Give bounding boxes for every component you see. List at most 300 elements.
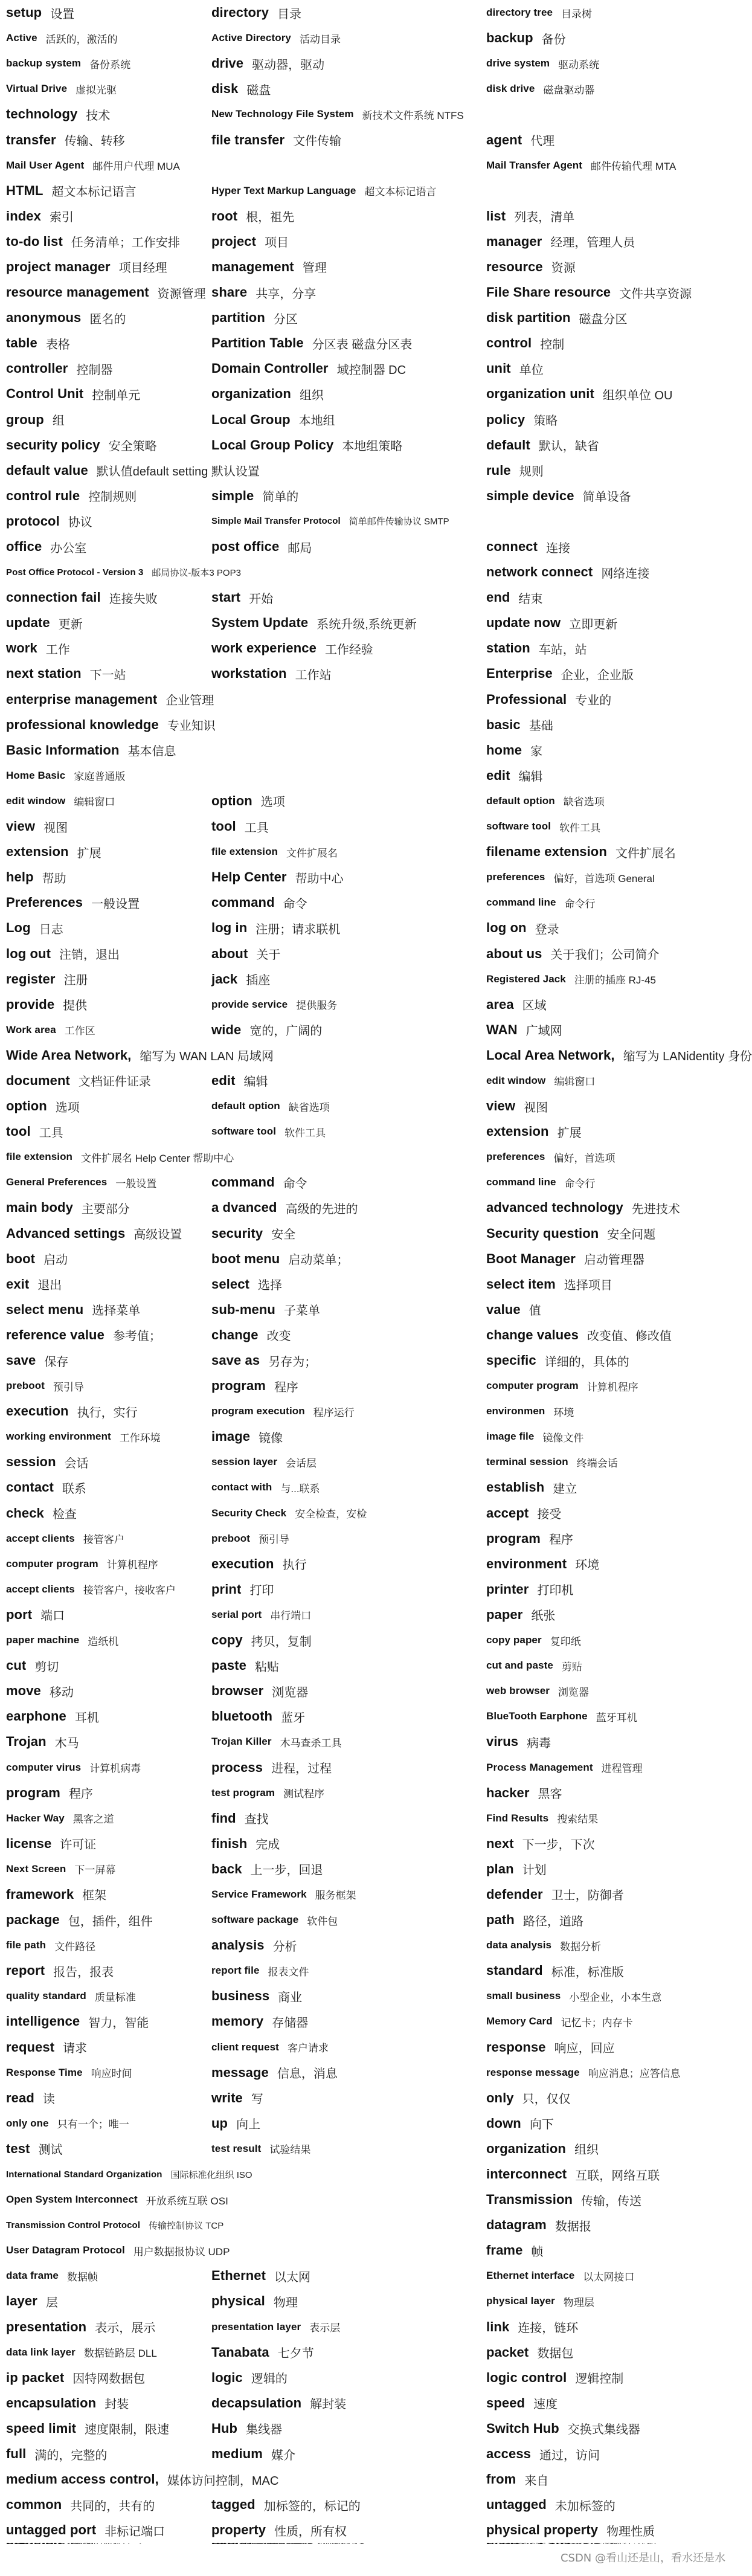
vocab-term: root — [211, 208, 238, 224]
vocab-translation: 连接失败 — [109, 592, 158, 606]
vocab-term: quality standard — [6, 1990, 86, 2002]
vocab-entry — [486, 763, 728, 788]
vocab-entry — [486, 1297, 728, 1322]
vocab-term: contact with — [211, 1481, 272, 1493]
vocab-entry — [211, 305, 486, 330]
vocab-entry — [486, 636, 728, 661]
vocab-entry — [211, 1653, 486, 1678]
vocab-term: logic control — [486, 2369, 567, 2385]
vocab-translation: 预引导 — [258, 1534, 289, 1546]
vocab-term: plan — [486, 1861, 514, 1876]
vocab-entry — [6, 76, 211, 101]
vocab-entry — [486, 1093, 728, 1119]
vocab-entry — [211, 1424, 486, 1449]
vocab-term: cut — [6, 1658, 27, 1673]
vocab-term: Transmission Control Protocol — [6, 2220, 141, 2230]
vocab-translation: 共同的，共有的 — [70, 2499, 155, 2513]
vocab-entry — [6, 2391, 211, 2416]
vocab-translation: 小型企业，小本生意 — [569, 1991, 662, 2003]
vocab-term: program — [6, 1785, 60, 1800]
vocab-term: advanced technology — [486, 1200, 623, 1216]
vocab-entry — [6, 738, 211, 763]
vocab-entry — [6, 992, 211, 1017]
vocab-term: edit — [211, 1072, 236, 1088]
vocab-entry — [486, 280, 728, 305]
vocab-term: medium — [211, 2446, 263, 2462]
vocab-entry — [6, 2416, 211, 2441]
vocab-translation: 邮件用户代理 MUA — [92, 161, 180, 173]
vocab-entry — [486, 1246, 728, 1272]
vocab-translation: 接受 — [537, 1508, 562, 1522]
vocab-translation: 框架 — [82, 1889, 107, 1903]
vocab-term: management — [211, 259, 294, 274]
vocab-entry — [6, 1653, 211, 1678]
vocab-translation: 新技术文件系统 NTFS — [362, 109, 464, 121]
vocab-entry — [486, 101, 728, 127]
vocab-translation: 立即更新 — [569, 617, 618, 631]
vocab-translation: 选择项目 — [564, 1279, 612, 1293]
vocab-term: common — [6, 2497, 62, 2513]
vocab-term: manager — [486, 233, 542, 249]
vocab-translation: 简单设备 — [582, 491, 631, 504]
vocab-term: next station — [6, 666, 82, 681]
vocab-entry — [486, 1602, 728, 1628]
vocab-term: Virtual Drive — [6, 83, 68, 95]
vocab-entry — [211, 1093, 486, 1119]
vocab-translation: 粘贴 — [254, 1660, 279, 1674]
vocab-entry — [211, 2212, 486, 2238]
vocab-translation: 文档证件证录 — [78, 1075, 151, 1089]
vocab-translation: 规则 — [519, 465, 544, 479]
vocab-translation: 满的，完整的 — [34, 2449, 108, 2462]
vocab-entry — [211, 2340, 486, 2365]
vocab-entry — [6, 1678, 211, 1704]
vocab-term: workstation — [211, 666, 287, 681]
vocab-translation: 备份系统 — [89, 59, 131, 71]
vocab-entry — [486, 381, 728, 407]
vocab-term: default option — [211, 1100, 280, 1112]
vocab-term: anonymous — [6, 310, 82, 326]
vocab-term: Help Center — [211, 869, 287, 885]
vocab-translation: 计划 — [522, 1864, 547, 1878]
vocab-translation: 媒体访问控制，MAC — [167, 2474, 279, 2488]
vocab-entry — [486, 1856, 728, 1882]
vocab-entry — [6, 865, 211, 890]
vocab-term: Service Framework — [211, 1888, 307, 1900]
vocab-entry — [6, 2060, 211, 2085]
vocab-translation: 计算机病毒 — [89, 1763, 141, 1775]
vocab-translation: 管理 — [302, 262, 327, 275]
vocab-term: drive — [211, 56, 244, 71]
vocab-term: terminal session — [486, 1456, 568, 1468]
vocab-translation: 退出 — [37, 1279, 62, 1293]
vocab-translation: 日志 — [39, 923, 63, 936]
vocab-term: Wide Area Network, — [6, 1047, 132, 1063]
vocab-entry — [6, 1373, 211, 1399]
vocab-entry — [211, 534, 486, 559]
vocab-entry — [211, 127, 486, 152]
vocab-translation: 写 — [251, 2093, 263, 2107]
vocab-entry — [486, 941, 728, 966]
vocab-term: Advanced settings — [6, 1225, 126, 1241]
vocab-term: work — [6, 640, 37, 656]
vocab-entry — [6, 330, 211, 356]
vocab-entry — [486, 559, 728, 585]
vocab-term: Security question — [486, 1225, 599, 1241]
vocab-translation: 项目 — [265, 236, 289, 250]
vocab-translation: 程序 — [274, 1380, 298, 1394]
vocab-translation: 组 — [52, 414, 65, 428]
vocab-entry — [211, 1628, 486, 1653]
vocab-translation: 组织 — [299, 388, 324, 402]
vocab-translation: 选择菜单 — [92, 1304, 141, 1318]
vocab-entry — [211, 1043, 486, 1068]
vocab-term: resource management — [6, 285, 149, 300]
vocab-entry — [211, 433, 486, 458]
vocab-translation: 联系 — [62, 1482, 86, 1496]
vocab-term: physical — [211, 2293, 265, 2309]
vocab-term: print — [211, 1581, 242, 1597]
csdn-watermark: CSDN @看山还是山，看水还是水 — [560, 2552, 725, 2565]
vocab-entry — [6, 127, 211, 152]
vocab-term: register — [6, 971, 56, 987]
vocab-entry — [6, 2517, 211, 2543]
vocab-term: finish — [211, 1835, 248, 1851]
vocab-entry — [6, 2340, 211, 2365]
vocab-translation: 黑客之道 — [72, 1814, 114, 1826]
vocab-entry — [6, 967, 211, 992]
vocab-term: to-do list — [6, 233, 63, 249]
vocab-term: Mail Transfer Agent — [486, 159, 583, 171]
vocab-translation: 企业，企业版 — [561, 668, 634, 682]
vocab-translation: 信息，消息 — [277, 2067, 338, 2081]
vocab-translation: 卫士，防御者 — [551, 1889, 624, 1903]
vocab-term: option — [211, 793, 252, 808]
vocab-translation: 试验结果 — [269, 2144, 311, 2156]
vocab-entry — [486, 1475, 728, 1500]
vocab-entry — [6, 1628, 211, 1653]
vocab-term: Preferences — [6, 895, 83, 910]
vocab-term: bluetooth — [211, 1708, 273, 1724]
vocab-translation: 安全检查，安检 — [295, 1509, 367, 1521]
vocab-entry — [211, 2517, 486, 2543]
vocab-translation: 打印机 — [537, 1584, 574, 1598]
vocab-term: provide — [6, 996, 55, 1012]
vocab-translation: 关于 — [256, 948, 281, 962]
vocab-entry — [6, 1704, 211, 1729]
vocab-translation: 环境 — [553, 1406, 574, 1418]
vocab-term: area — [486, 996, 514, 1012]
vocab-term: Tanabata — [211, 2344, 269, 2360]
vocab-translation: 程序 — [68, 1788, 93, 1802]
vocab-entry — [6, 229, 211, 254]
vocab-translation: 计算机程序 — [586, 1381, 638, 1393]
vocab-term: Local Group Policy — [211, 437, 334, 452]
vocab-term: share — [211, 285, 248, 300]
vocab-entry — [486, 2467, 728, 2492]
vocab-term: Transmission — [486, 2192, 573, 2207]
vocab-term: accept clients — [6, 1583, 75, 1595]
vocab-term: reference value — [6, 1327, 104, 1342]
vocab-entry — [486, 1958, 728, 1983]
vocab-term: save — [6, 1353, 36, 1368]
vocab-translation: 蓝牙 — [281, 1711, 306, 1725]
vocab-translation: 七夕节 — [277, 2347, 314, 2361]
vocab-term: disk partition — [486, 310, 571, 326]
vocab-term: a dvanced — [211, 1200, 277, 1216]
vocab-translation: 帮助 — [42, 872, 66, 886]
vocab-term: resource — [486, 259, 543, 274]
vocab-term: update now — [486, 615, 561, 631]
vocab-term: File Share resource — [486, 285, 611, 300]
vocab-entry — [211, 1526, 486, 1551]
vocab-entry — [6, 2365, 211, 2391]
vocab-entry — [486, 2085, 728, 2111]
vocab-term: accept — [486, 1505, 529, 1521]
vocab-entry — [486, 967, 728, 992]
vocab-translation: 控制器 — [76, 363, 113, 377]
vocab-translation: 表示层 — [309, 2322, 341, 2334]
vocab-term: default value — [6, 462, 88, 478]
vocab-translation: 工作经验 — [324, 643, 373, 657]
vocab-term: default — [486, 437, 530, 452]
vocab-term: package — [6, 1912, 60, 1928]
vocab-term: specific — [486, 1353, 536, 1368]
vocab-term: paper — [486, 1606, 523, 1622]
vocab-translation: 浏览器 — [272, 1686, 309, 1699]
vocab-entry — [486, 356, 728, 381]
vocab-term: defender — [486, 1886, 543, 1902]
vocab-term: presentation layer — [211, 2320, 301, 2333]
vocab-term: enterprise management — [6, 691, 158, 707]
vocab-entry — [211, 2009, 486, 2034]
vocab-entry — [6, 381, 211, 407]
vocab-term: accept clients — [6, 1532, 75, 1544]
vocab-term: save as — [211, 1353, 260, 1368]
vocab-translation: 选项 — [260, 796, 285, 810]
vocab-term: update — [6, 615, 50, 631]
vocab-translation: 非标记端口 — [104, 2525, 166, 2539]
vocab-entry — [211, 1501, 486, 1526]
vocab-term: establish — [486, 1480, 545, 1495]
vocab-translation: 控制规则 — [88, 491, 137, 504]
vocab-entry — [6, 305, 211, 330]
vocab-entry — [486, 1882, 728, 1907]
vocab-translation: 造纸机 — [88, 1635, 119, 1647]
vocab-term: wide — [211, 1022, 242, 1037]
vocab-translation: 一般设置 — [115, 1177, 157, 1190]
vocab-term: organization — [211, 386, 291, 402]
vocab-entry — [486, 712, 728, 738]
vocab-term: write — [211, 2090, 243, 2105]
vocab-entry — [486, 1501, 728, 1526]
vocab-entry — [6, 1322, 211, 1348]
vocab-translation: 下一步，下次 — [522, 1838, 595, 1852]
vocab-term: from — [486, 2471, 516, 2487]
vocab-entry — [6, 1958, 211, 1983]
vocab-term: network connect — [486, 564, 593, 580]
vocab-entry — [6, 1475, 211, 1500]
vocabulary-list — [6, 0, 752, 2543]
vocab-translation: 木马查杀工具 — [280, 1737, 342, 1749]
vocab-entry — [6, 1449, 211, 1475]
vocab-term: file transfer — [211, 132, 285, 147]
vocab-term: backup system — [6, 57, 82, 69]
vocab-term: back — [211, 1861, 242, 1876]
vocab-entry — [486, 1907, 728, 1933]
vocab-term: index — [6, 208, 41, 224]
vocab-term: Home Basic — [6, 769, 66, 781]
vocab-term: layer — [6, 2293, 37, 2309]
vocab-entry — [211, 356, 486, 381]
vocab-translation: 终端会话 — [576, 1457, 618, 1469]
vocab-entry — [211, 2467, 486, 2492]
vocab-translation: 技术 — [86, 109, 111, 123]
vocab-entry — [486, 204, 728, 229]
vocab-translation: 以太网接口 — [583, 2271, 635, 2283]
vocab-term: view — [486, 1098, 516, 1114]
vocab-term: Post Office Protocol - Version 3 — [6, 567, 144, 578]
vocab-entry — [6, 509, 211, 534]
vocab-term: document — [6, 1072, 70, 1088]
vocab-translation: 提供服务 — [296, 1000, 338, 1012]
vocab-entry — [211, 1449, 486, 1475]
vocab-entry — [486, 76, 728, 101]
vocab-entry — [6, 763, 211, 788]
vocab-translation: 集线器 — [246, 2423, 283, 2437]
vocab-entry — [6, 915, 211, 941]
vocab-entry — [486, 509, 728, 534]
vocab-entry — [486, 1704, 728, 1729]
vocab-translation: 软件包 — [307, 1915, 338, 1927]
vocab-translation: 关于我们；公司简介 — [550, 948, 660, 962]
vocab-term: up — [211, 2115, 228, 2131]
vocab-entry — [211, 204, 486, 229]
vocab-term: command line — [486, 897, 556, 909]
vocab-term: Domain Controller — [211, 361, 329, 376]
vocab-term: disk — [211, 81, 239, 97]
vocab-term: speed limit — [6, 2420, 77, 2436]
vocab-term: Hub — [211, 2420, 238, 2436]
vocab-entry — [211, 1322, 486, 1348]
vocab-term: interconnect — [486, 2166, 567, 2182]
vocab-entry — [6, 407, 211, 433]
vocab-entry — [211, 483, 486, 509]
vocab-translation: 简单邮件传输协议 SMTP — [349, 517, 449, 527]
vocab-translation: 扩展 — [77, 846, 101, 860]
vocab-entry — [211, 51, 486, 76]
vocab-entry — [211, 941, 486, 966]
vocab-translation: 文件扩展名 — [286, 847, 338, 859]
vocab-entry — [6, 1195, 211, 1220]
vocab-translation: 更新 — [58, 617, 83, 631]
vocab-term: next — [486, 1835, 514, 1851]
vocab-translation: 分区 — [273, 312, 298, 326]
vocab-entry — [6, 2136, 211, 2162]
vocab-translation: 经理，管理人员 — [550, 236, 635, 250]
vocab-term: drive system — [486, 57, 550, 69]
vocab-translation: 执行，实行 — [77, 1406, 138, 1420]
vocab-entry — [211, 1577, 486, 1602]
vocab-entry — [6, 1017, 211, 1043]
vocab-term: frame — [486, 2243, 523, 2258]
vocab-translation: 改变值、修改值 — [586, 1330, 672, 1344]
vocab-translation: 来自 — [524, 2474, 549, 2488]
vocab-translation: 加标签的，标记的 — [263, 2499, 361, 2513]
vocab-translation: 选项 — [55, 1101, 80, 1115]
vocab-term: report file — [211, 1965, 260, 1977]
vocab-translation: 木马 — [54, 1736, 79, 1750]
vocab-entry — [6, 585, 211, 610]
vocab-entry — [211, 1678, 486, 1704]
vocab-translation: 专业的 — [575, 694, 612, 708]
vocab-entry — [486, 229, 728, 254]
vocab-term: controller — [6, 361, 68, 376]
vocab-entry — [211, 1907, 486, 1933]
vocab-translation: 质量标准 — [94, 1991, 136, 2003]
vocab-translation: 活跃的，激活的 — [45, 33, 118, 45]
vocab-translation: 路径，道路 — [522, 1914, 583, 1928]
vocab-entry — [6, 153, 211, 178]
vocab-entry — [211, 101, 486, 127]
vocab-entry — [6, 559, 241, 585]
vocab-term: data analysis — [486, 1939, 552, 1951]
vocab-translation: 登录 — [535, 923, 559, 936]
vocab-translation: 只，仅仅 — [522, 2093, 571, 2107]
vocab-term: security policy — [6, 437, 100, 452]
vocab-entry — [211, 1754, 486, 1780]
vocab-entry — [486, 1780, 728, 1806]
vocab-entry — [211, 1729, 486, 1754]
vocab-entry — [486, 458, 728, 483]
vocab-translation: 许可证 — [60, 1838, 97, 1852]
vocab-term: unit — [486, 361, 511, 376]
vocab-entry — [211, 687, 486, 712]
vocab-entry — [211, 1221, 486, 1246]
vocab-translation: 环境 — [575, 1559, 600, 1573]
vocab-translation: 传输、转移 — [64, 135, 125, 149]
vocab-term: port — [6, 1606, 33, 1622]
vocab-translation: 测试 — [38, 2143, 63, 2157]
vocab-entry — [211, 330, 486, 356]
vocab-translation: 编辑窗口 — [74, 796, 115, 808]
vocab-term: sub-menu — [211, 1301, 275, 1317]
vocab-entry — [6, 2085, 211, 2111]
vocab-term: boot — [6, 1251, 36, 1266]
vocab-translation: 客户请求 — [287, 2043, 329, 2055]
vocab-translation: 完成 — [255, 1838, 280, 1852]
vocab-entry — [6, 2467, 279, 2492]
vocab-term: software tool — [211, 1125, 277, 1138]
vocab-entry — [486, 2111, 728, 2136]
vocab-term: WAN — [486, 1022, 518, 1037]
vocab-translation: 打印 — [249, 1584, 274, 1598]
vocab-term: Log — [6, 920, 31, 936]
vocab-term: encapsulation — [6, 2395, 97, 2410]
vocab-entry — [486, 483, 728, 509]
vocab-entry — [211, 890, 486, 915]
vocab-translation: 编辑窗口 — [554, 1076, 596, 1088]
vocab-translation: 报告，报表 — [53, 1965, 114, 1979]
vocab-translation: 本地组 — [298, 414, 335, 428]
vocab-term: memory — [211, 2014, 264, 2029]
vocab-translation: 物理性质 — [606, 2525, 655, 2539]
vocab-term: directory tree — [486, 7, 553, 19]
vocab-translation: 用户数据报协议 UDP — [133, 2246, 230, 2258]
vocab-term: framework — [6, 1886, 74, 1902]
vocab-entry — [211, 254, 486, 280]
vocab-translation: 注册 — [63, 974, 88, 988]
